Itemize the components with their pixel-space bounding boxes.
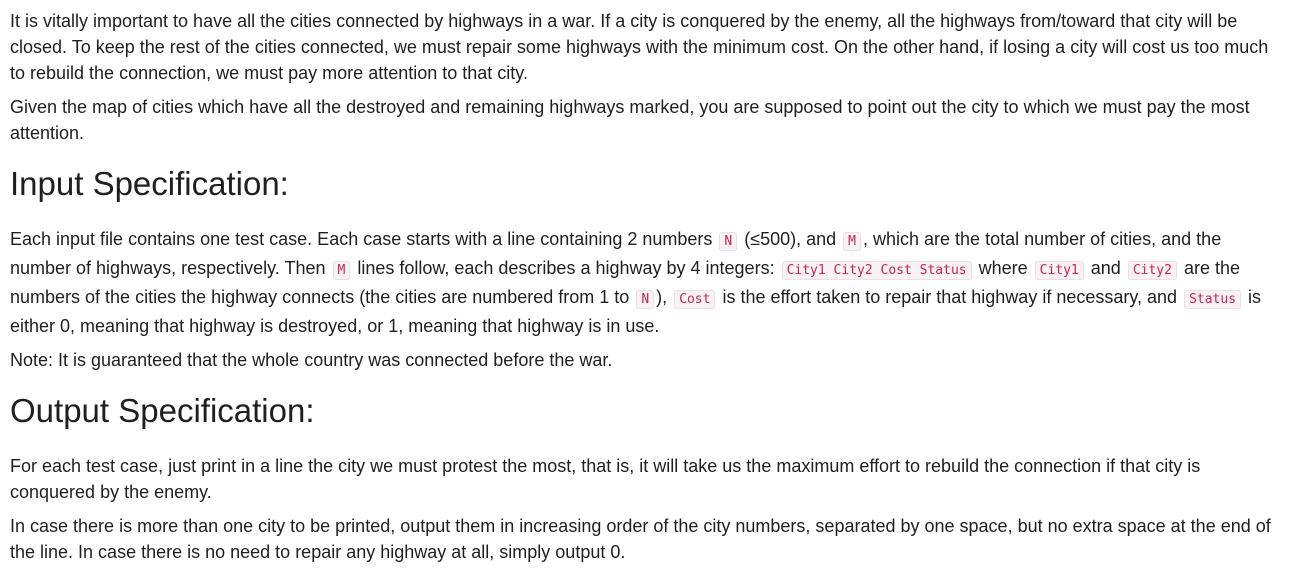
code-m: M xyxy=(843,232,861,251)
input-text-7: are the numbers of the cities the highway connects (the cities are numbered from 1 to xyxy=(10,258,1240,307)
input-spec-paragraph xyxy=(10,226,1286,339)
output-spec-heading: Output Specification: xyxy=(10,392,315,429)
code-city1: City1 xyxy=(1035,261,1084,280)
input-text-1: Each input file contains one test case. Each case starts with a line containing 2 numbers xyxy=(10,229,718,249)
input-text-5: where xyxy=(973,258,1033,278)
code-m: M xyxy=(333,261,351,280)
intro-paragraph-1: It is vitally important to have all the cities connected by highways in a war. If a city is conquered by the enemy, all the highways from/toward that city will be closed. To keep the rest of the cities connected, we must repair some highways with the minimum cost. On the other hand, if losing a city will cost us too much to rebuild the connection, we must pay more attention to that city. xyxy=(10,11,1269,83)
code-fields: City1 City2 Cost Status xyxy=(782,261,972,280)
input-text-3: , which are the total number of cities, and the number of highways, respectively. Then xyxy=(10,229,1222,278)
input-text-10: is either 0, meaning that highway is destroyed, or 1, meaning that highway is in use. xyxy=(10,287,1262,336)
input-note: Note: It is guaranteed that the whole country was connected before the war. xyxy=(10,350,613,370)
code-status: Status xyxy=(1184,290,1241,309)
input-text-9: is the effort taken to repair that highway if necessary, and xyxy=(717,287,1183,307)
code-n: N xyxy=(719,232,737,251)
code-n: N xyxy=(636,290,654,309)
input-text-4: lines follow, each describes a highway by 4 integers: xyxy=(352,258,780,278)
input-spec-heading: Input Specification: xyxy=(10,165,289,202)
output-paragraph-1: For each test case, just print in a line the city we must protest the most, that is, it will take us the maximum effort to rebuild the connection if that city is conquered by the enemy. xyxy=(10,456,1201,502)
input-text-8: ), xyxy=(656,287,673,307)
input-text-6: and xyxy=(1085,258,1126,278)
input-text-2: (≤500), and xyxy=(739,229,842,249)
output-paragraph-2: In case there is more than one city to be printed, output them in increasing order of the city numbers, separated by one space, but no extra space at the end of the line. In case there is no need to repair any highway at all, simply output 0. xyxy=(10,516,1271,562)
intro-paragraph-2: Given the map of cities which have all the destroyed and remaining highways marked, you are supposed to point out the city to which we must pay the most attention. xyxy=(10,97,1250,143)
code-city2: City2 xyxy=(1128,261,1177,280)
code-cost: Cost xyxy=(674,290,715,309)
